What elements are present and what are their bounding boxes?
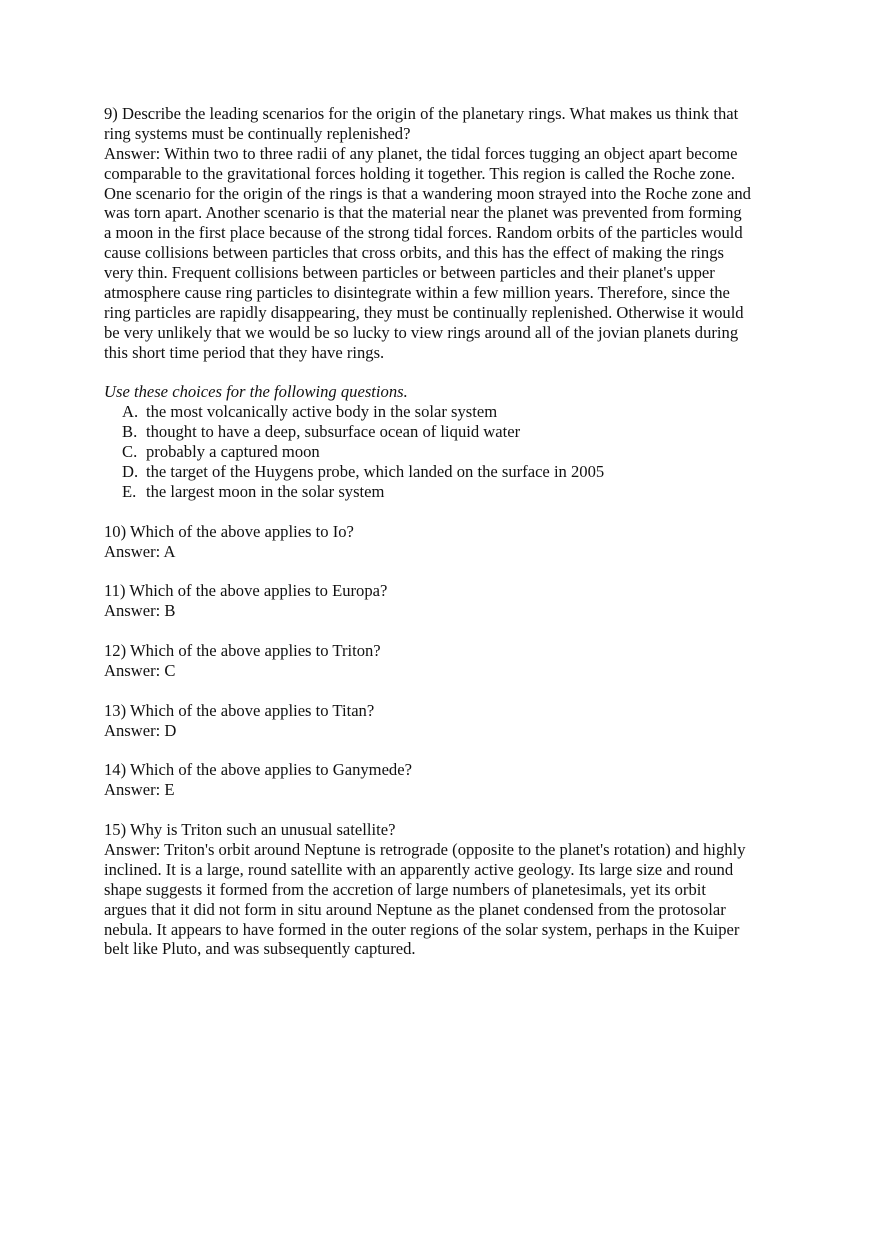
answer-text-line: very thin. Frequent collisions between particles or between particles and their planet's upper	[104, 263, 715, 283]
question-text: 10) Which of the above applies to Io?	[104, 521, 354, 541]
choice-letter: B.	[122, 422, 138, 442]
question-text: 15) Why is Triton such an unusual satellite?	[104, 820, 396, 840]
answer-text-line: shape suggests it formed from the accretion of large numbers of planetesimals, yet its orbit	[104, 879, 706, 899]
answer-text: Answer: A	[104, 541, 176, 561]
choice-text: probably a captured moon	[146, 442, 320, 462]
spacer	[104, 502, 804, 522]
choice-a	[104, 402, 804, 422]
answer-text-line: nebula. It appears to have formed in the outer regions of the solar system, perhaps in the Kuiper	[104, 919, 740, 939]
question-14	[104, 760, 804, 800]
answer-text-line: argues that it did not form in situ around Neptune as the planet condensed from the protosolar	[104, 899, 726, 919]
answer-text-line: inclined. It is a large, round satellite with an apparently active geology. Its large size and round	[104, 859, 734, 879]
answer-text-line: belt like Pluto, and was subsequently captured.	[104, 939, 416, 959]
answer-text-line: Answer: Triton's orbit around Neptune is retrograde (opposite to the planet's rotation) and highly	[104, 839, 746, 859]
answer-text-line: ring particles are rapidly disappearing, they must be continually replenished. Otherwise it would	[104, 302, 744, 322]
question-text-line: 9) Describe the leading scenarios for the origin of the planetary rings. What makes us think that	[104, 104, 739, 123]
answer-text: Answer: C	[104, 660, 176, 680]
spacer	[104, 621, 804, 641]
answer-text-line: comparable to the gravitational forces holding it together. This region is called the Roche zone.	[104, 163, 735, 183]
answer-text-line: atmosphere cause ring particles to disintegrate within a few million years. Therefore, since the	[104, 283, 730, 303]
choice-letter: C.	[122, 442, 138, 462]
question-9	[104, 104, 804, 363]
choice-letter: E.	[122, 481, 137, 501]
question-text-line: ring systems must be continually replenished?	[104, 123, 411, 143]
question-11	[104, 581, 804, 621]
choice-c	[104, 442, 804, 462]
answer-text: Answer: E	[104, 780, 175, 800]
answer-text-line: cause collisions between particles that cross orbits, and this has the effect of making the rings	[104, 243, 724, 263]
question-13	[104, 701, 804, 741]
document-page	[104, 104, 804, 959]
choices-intro: Use these choices for the following questions.	[104, 382, 408, 402]
spacer	[104, 741, 804, 761]
answer-text-line: was torn apart. Another scenario is that the material near the planet was prevented from forming	[104, 203, 742, 223]
answer-text-line: a moon in the first place because of the strong tidal forces. Random orbits of the particles would	[104, 223, 743, 243]
choice-e	[104, 482, 804, 502]
spacer	[104, 800, 804, 820]
choice-text: thought to have a deep, subsurface ocean of liquid water	[146, 422, 521, 442]
choice-text: the target of the Huygens probe, which landed on the surface in 2005	[146, 462, 605, 482]
question-text: 14) Which of the above applies to Ganymede?	[104, 760, 412, 780]
choice-letter: A.	[122, 402, 139, 422]
choices-block	[104, 382, 804, 501]
answer-text-line: Answer: Within two to three radii of any planet, the tidal forces tugging an object apart become	[104, 143, 738, 163]
choice-b	[104, 422, 804, 442]
answer-text-line: be very unlikely that we would be so lucky to view rings around all of the jovian planets during	[104, 322, 739, 342]
question-text: 11) Which of the above applies to Europa?	[104, 581, 388, 601]
answer-text-line: this short time period that they have rings.	[104, 342, 385, 362]
spacer	[104, 681, 804, 701]
choice-letter: D.	[122, 462, 139, 482]
spacer	[104, 561, 804, 581]
choice-text: the largest moon in the solar system	[146, 481, 385, 501]
answer-text: Answer: B	[104, 601, 176, 621]
spacer	[104, 363, 804, 383]
choice-text: the most volcanically active body in the solar system	[146, 402, 498, 422]
question-text: 13) Which of the above applies to Titan?	[104, 700, 375, 720]
question-text: 12) Which of the above applies to Triton?	[104, 641, 381, 661]
answer-text-line: One scenario for the origin of the rings is that a wandering moon strayed into the Roche zone and	[104, 183, 751, 203]
question-10	[104, 522, 804, 562]
question-12	[104, 641, 804, 681]
choice-d	[104, 462, 804, 482]
question-15	[104, 820, 804, 959]
answer-text: Answer: D	[104, 720, 177, 740]
